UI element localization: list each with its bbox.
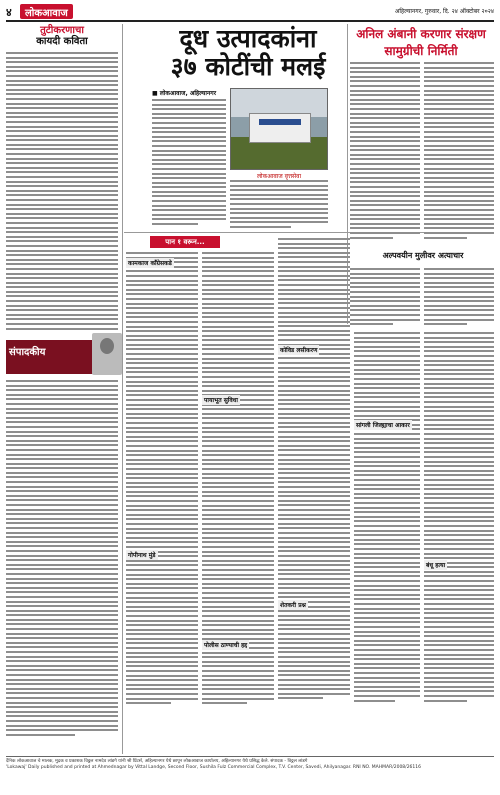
subhead: गोपीनाथ मुंडे	[128, 552, 156, 559]
main-headline	[150, 25, 346, 81]
author-photo	[92, 333, 122, 375]
subhead: कोविड लसीकरण	[280, 347, 318, 354]
continued-bar: पान १ वरून...	[150, 236, 220, 248]
right-headline-line2: सामुग्रीची निर्मिती	[384, 44, 458, 58]
editorial-label: संपादकीय	[9, 347, 46, 358]
imprint-footer	[6, 756, 494, 771]
left-column-body	[6, 52, 118, 330]
second-story-col2	[424, 268, 494, 328]
main-headline-line1: दूध उत्पादकांना	[179, 24, 317, 53]
main-story-col2	[230, 180, 328, 230]
lower-col4	[354, 332, 420, 752]
imprint-line-marathi: दैनिक लोकआवाज चे मालक, मुद्रक व प्रकाशक विठ्ठल नामदेव लांडगे यांनी श्री प्रिंटर्स, अहिल्यानगर येथे छापून लोकआवाज कार्यालय, अहिल्यानगर येथे प्रसिद्ध केले. संपादक - विठ्ठल लांडगे	[6, 759, 308, 764]
subhead: कामकाज काँग्रेसकडे	[128, 260, 172, 267]
subhead: पोलीस ठाण्याची हद्द	[204, 642, 248, 649]
editorial-body	[6, 380, 118, 752]
subhead: सांगली जिल्ह्याचा आकार	[356, 422, 410, 429]
lower-col3	[278, 238, 350, 752]
right-story-col2	[424, 62, 494, 248]
lower-col5	[424, 332, 494, 752]
column-rule	[122, 24, 123, 754]
lower-col1	[126, 252, 198, 752]
main-headline-line2: ३७ कोटींची मलई	[170, 52, 326, 81]
right-headline-line1: अनिल अंबानी करणार संरक्षण	[356, 27, 486, 41]
left-column-title	[6, 25, 118, 47]
subhead: पायाभूत सुविधा	[204, 397, 238, 404]
photo-caption: लोकआवाज वृत्तसेवा	[256, 173, 302, 180]
newspaper-logo: लोकआवाज	[20, 4, 73, 19]
second-story-col1	[350, 268, 420, 328]
subhead: शेतकरी प्रश्न	[280, 602, 306, 609]
left-title-line1: तुटीकरणाचा	[40, 25, 84, 36]
masthead-dateline: अहिल्यानगर, गुरुवार, दि. २४ ऑक्टोबर २०२४	[394, 8, 494, 15]
right-headline	[348, 25, 494, 59]
dairy-building-photo	[230, 88, 328, 170]
page-number: ४	[6, 6, 12, 19]
left-title-line2: कायदी कविता	[36, 36, 88, 47]
main-story-dateline: ■ लोकआवाज, अहिल्यानगर	[152, 90, 217, 97]
right-story-col1	[350, 62, 420, 248]
imprint-line-english: 'Lokawaj' Daily published and printed at Ahmednagar by Vittal Landge, Second Floor, Sushila Fulz Commercial Complex, T.V. Center, Savedi, Ahilyanagar. RNI NO. MAHMAR/2008/26116	[6, 765, 422, 770]
subhead: बंधू हत्या	[426, 562, 446, 569]
masthead	[6, 4, 494, 22]
second-headline: अल्पवयीन मुलीवर अत्याचार	[382, 251, 464, 260]
lower-col2	[202, 252, 274, 752]
main-story-col1	[152, 99, 226, 229]
